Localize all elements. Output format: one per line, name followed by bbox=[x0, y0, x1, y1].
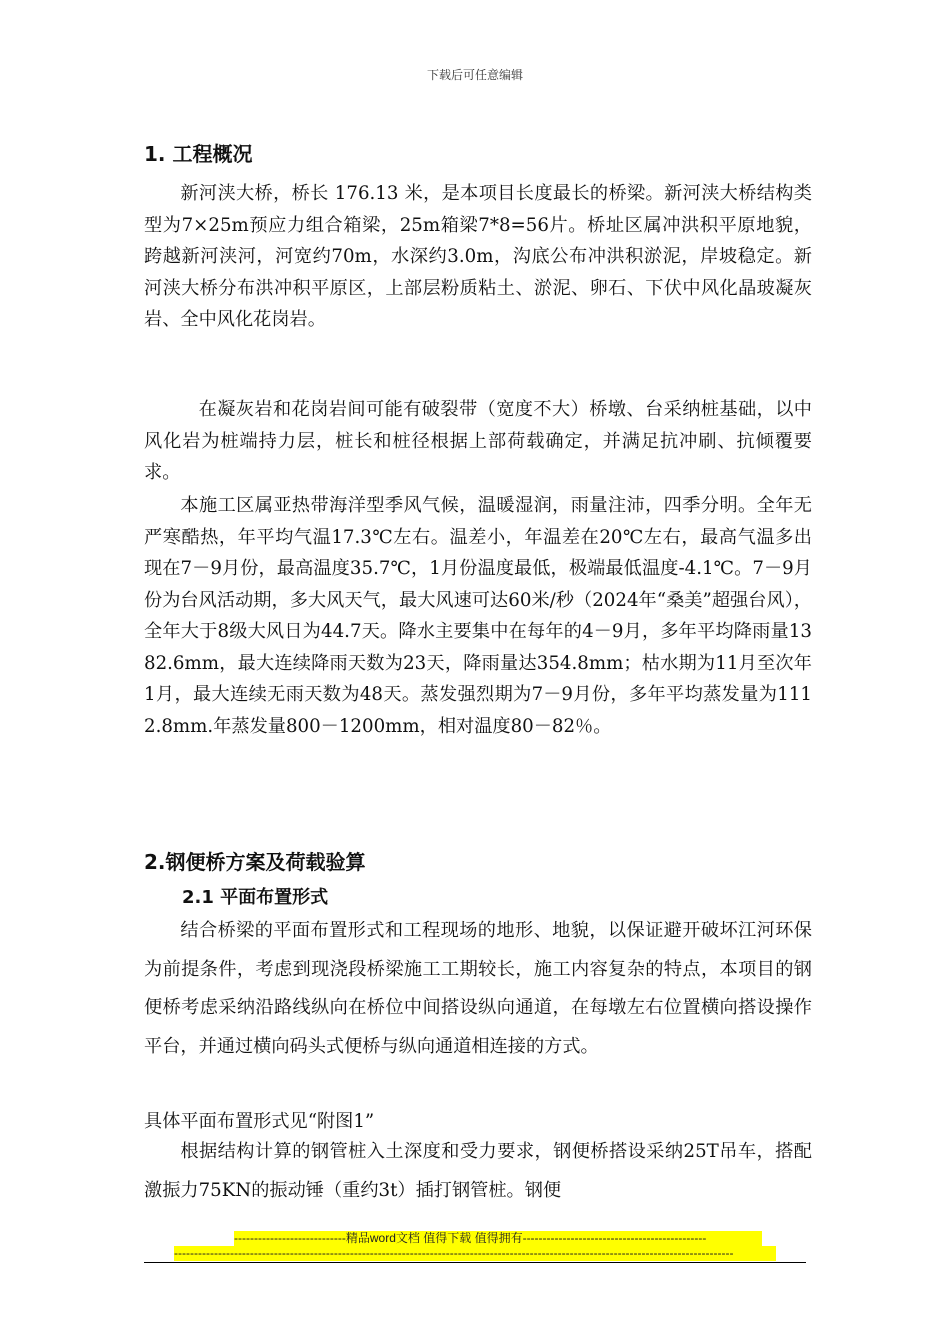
section-2-paragraph-layout: 结合桥梁的平面布置形式和工程现场的地形、地貌，以保证避开破坏江河环保为前提条件，考虑到现浇段桥梁施工工期较长，施工内容复杂的特点，本项目的钢便桥考虑采纳沿路线纵向在桥位中间搭设纵向通道，在每墩左右位置横向搭设操作平台，并通过横向码头式便桥与纵向通道相连接的方式。 bbox=[144, 920, 812, 1057]
section-2-1-subheading: 2.1 平面布置形式 bbox=[182, 887, 329, 908]
section-2-paragraph-construction: 根据结构计算的钢管桩入土深度和受力要求，钢便桥搭设采纳25T吊车，搭配激振力75KN的振动锤（重约3t）插打钢管桩。钢便 bbox=[144, 1141, 812, 1201]
section-2-heading: 2.钢便桥方案及荷载验算 bbox=[144, 850, 366, 874]
section-1-paragraph-overview: 新河浃大桥，桥长 176.13 米，是本项目长度最长的桥梁。新河浃大桥结构类型为7×25m预应力组合箱梁，25m箱梁7*8=56片。桥址区属冲洪积平原地貌，跨越新河浃河，河宽约70m，水深约3.0m，沟底公布冲洪积淤泥，岸坡稳定。新河浃大桥分布洪冲积平原区，上部层粉质粘土、淤泥、卵石、下伏中风化晶玻凝灰岩、全中风化花岗岩。 bbox=[144, 183, 812, 330]
header-note: 下载后可任意编辑 bbox=[426, 68, 523, 82]
footer-highlight-line-1: ----------------------------精品word文档 值得下载 值得拥有---------------------------------------------- bbox=[234, 1231, 762, 1246]
section-1-paragraph-foundation: 在凝灰岩和花岗岩间可能有破裂带（宽度不大）桥墩、台采纳桩基础，以中风化岩为桩端持力层，桩长和桩径根据上部荷载确定，并满足抗冲刷、抗倾覆要求。 bbox=[144, 399, 812, 483]
footer-highlight-line-2: -------------------------------------------------------------------------------------------------------------------------------------------- bbox=[174, 1246, 776, 1261]
footer-rule bbox=[144, 1262, 806, 1263]
section-1-heading: 1. 工程概况 bbox=[144, 142, 253, 166]
section-1-paragraph-climate: 本施工区属亚热带海洋型季风气候，温暖湿润，雨量注沛，四季分明。全年无严寒酷热，年平均气温17.3℃左右。温差小，年温差在20℃左右，最高气温多出现在7－9月份，最高温度35.7℃，1月份温度最低，极端最低温度-4.1℃。7－9月份为台风活动期，多大风天气，最大风速可达60米/秒（2024年“桑美”超强台风），全年大于8级大风日为44.7天。降水主要集中在每年的4－9月，多年平均降雨量1382.6mm，最大连续降雨天数为23天，降雨量达354.8mm；枯水期为11月至次年1月，最大连续无雨天数为48天。蒸发强烈期为7－9月份，多年平均蒸发量为1112.8mm.年蒸发量800－1200mm，相对温度80－82％。 bbox=[144, 495, 812, 737]
section-2-paragraph-figure-ref: 具体平面布置形式见“附图1” bbox=[144, 1111, 375, 1132]
